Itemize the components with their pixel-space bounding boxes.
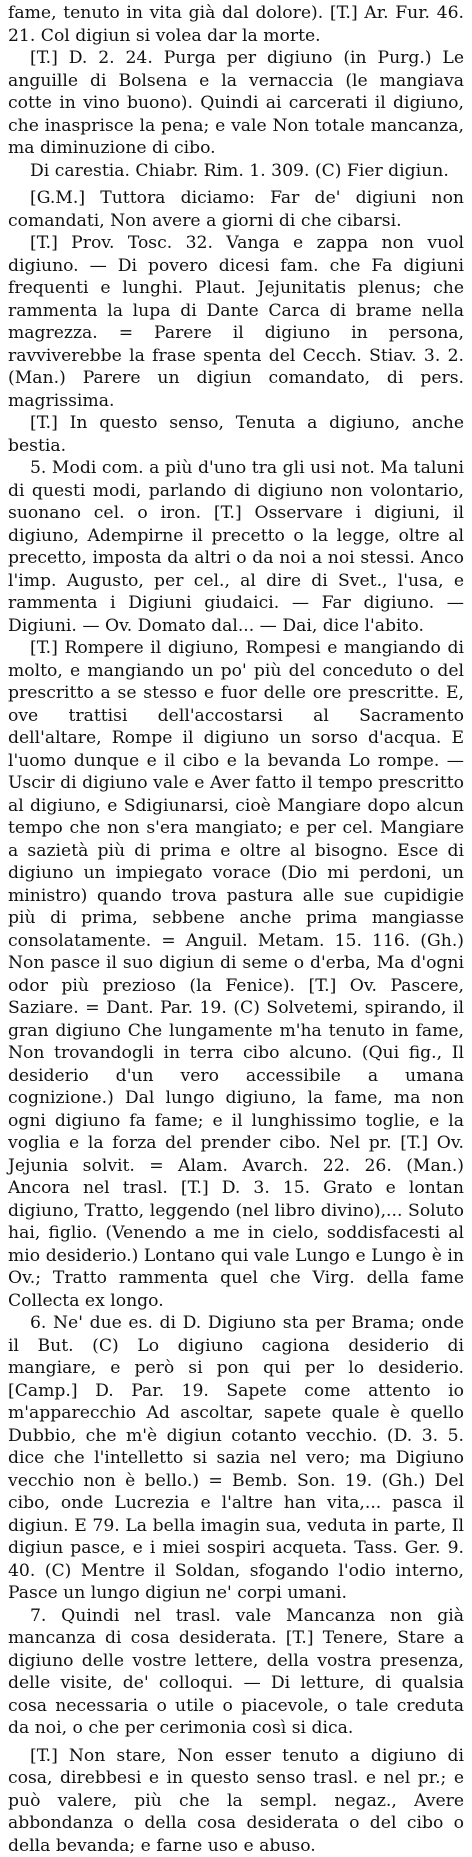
- section-7-mancanza: 7. Quindi nel trasl. vale Mancanza non già mancanza di cosa desiderata. [T.] Tenere, Stare a digiuno delle vostre lettere, della vostra presenza, delle visite, de' colloqui. — Di letture, di qualsia cosa necessaria o utile o piacevole, o tale creduta da noi, o che per cerimonia così si dica.: [8, 1605, 464, 1740]
- paragraph-purga-per-digiuno: [T.] D. 2. 24. Purga per digiuno (in Purg.) Le anguille di Bolsena e la vernaccia (le mangiava cotte in vino buono). Quindi ai carcerati il digiuno, che inasprisce la pena; e vale Non totale mancanza, ma diminuzione di cibo.: [8, 47, 464, 160]
- section-5-modi-com: 5. Modi com. a più d'uno tra gli usi not. Ma taluni di questi modi, parlando di digiuno non volontario, suonano cel. o iron. [T.] Osservare i digiuni, il digiuno, Adempirne il precetto o la legge, oltre al precetto, imposta da altri o da noi a noi stessi. Anco l'imp. Augusto, per cel., al dire di Svet., l'usa, e rammenta i Digiuni giudaici. — Far digiuno. — Digiuni. — Ov. Domato dal... — Dai, dice l'abito.: [8, 457, 464, 637]
- paragraph-tenuta-a-digiuno: [T.] In questo senso, Tenuta a digiuno, anche bestia.: [8, 412, 464, 457]
- paragraph-di-carestia: Di carestia. Chiabr. Rim. 1. 309. (C) Fier digiun.: [8, 160, 464, 183]
- section-6-brama: 6. Ne' due es. di D. Digiuno sta per Brama; onde il But. (C) Lo digiuno cagiona desiderio di mangiare, e però si pon qui per lo desiderio. [Camp.] D. Par. 19. Sapete come attento io m'apparecchio Ad ascoltar, sapete quale è quello Dubbio, che m'è digiun cotanto vecchio. (D. 3. 5. dice che l'intelletto si sazia nel vero; ma Digiuno vecchio non è bello.) = Bemb. Son. 19. (Gh.) Del cibo, onde Lucrezia e l'altre han vita,... pasca il digiun. E 79. La bella imagin sua, veduta in parte, Il digiun pasce, e i miei sospiri acqueta. Tass. Ger. 9. 40. (C) Mentre il Soldan, sfogando l'odio interno, Pasce un lungo digiun ne' corpi umani.: [8, 1312, 464, 1605]
- paragraph-fame-ar-fur: fame, tenuto in vita già dal dolore). [T.] Ar. Fur. 46. 21. Col digiun si volea dar la morte.: [8, 2, 464, 47]
- paragraph-tuttora-diciamo: [G.M.] Tuttora diciamo: Far de' digiuni non comandati, Non avere a giorni di che cibarsi.: [8, 187, 464, 232]
- paragraph-non-stare: [T.] Non stare, Non esser tenuto a digiuno di cosa, direbbesi e in questo senso trasl. e nel pr.; e può valere, più che la sempl. negaz., Avere abbondanza o della cosa desiderata o del cibo o della bevanda; e farne uso e abuso.: [8, 1745, 464, 1857]
- paragraph-prov-tosc: [T.] Prov. Tosc. 32. Vanga e zappa non vuol digiuno. — Di povero dicesi fam. che Fa digiuni frequenti e lunghi. Plaut. Jejunitatis plenus; che rammenta la lupa di Dante Carca di brame nella magrezza. = Parere il digiuno in persona, ravviverebbe la frase spenta del Cecch. Stiav. 3. 2. (Man.) Parere un digiun comandato, di pers. magrissima.: [8, 232, 464, 412]
- paragraph-rompere-il-digiuno: [T.] Rompere il digiuno, Rompesi e mangiando di molto, e mangiando un po' più del conceduto o del prescritto a se stesso e fuor delle ore prescritte. E, ove trattisi dell'accostarsi al Sacramento dell'altare, Rompe il digiuno un sorso d'acqua. E l'uomo dunque e il cibo e la bevanda Lo rompe. — Uscir di digiuno vale e Aver fatto il tempo prescritto al digiuno, e Sdigiunarsi, cioè Mangiare dopo alcun tempo che non s'era mangiato; e per cel. Mangiare a sazietà più di prima e oltre al bisogno. Esce di digiuno un impiegato vorace (Dio mi perdoni, un ministro) quando trova pastura alle sue cupidigie più di prima, sebbene anche prima mangiasse consolatamente. = Anguil. Metam. 15. 116. (Gh.) Non pasce il suo digiun di seme o d'erba, Ma d'ogni odor più prezioso (la Fenice). [T.] Ov. Pascere, Saziare. = Dant. Par. 19. (C) Solvetemi, spirando, il gran digiuno Che lungamente m'ha tenuto in fame, Non trovandogli in terra cibo alcuno. (Qui fig., Il desiderio d'un vero accessibile a umana cognizione.) Dal lungo digiuno, la fame, ma non ogni digiuno fa fame; e il lunghissimo toglie, e la voglia e la forza del prender cibo. Nel pr. [T.] Ov. Jejunia solvit. = Alam. Avarch. 22. 26. (Man.) Ancora nel trasl. [T.] D. 3. 15. Grato e lontan digiuno, Tratto, leggendo (nel libro divino),... Soluto hai, figlio. (Venendo a me in cielo, soddisfacesti al mio desiderio.) Lontano qui vale Lungo e Lungo è in Ov.; Tratto rammenta quel che Virg. della fame Collecta ex longo.: [8, 637, 464, 1312]
